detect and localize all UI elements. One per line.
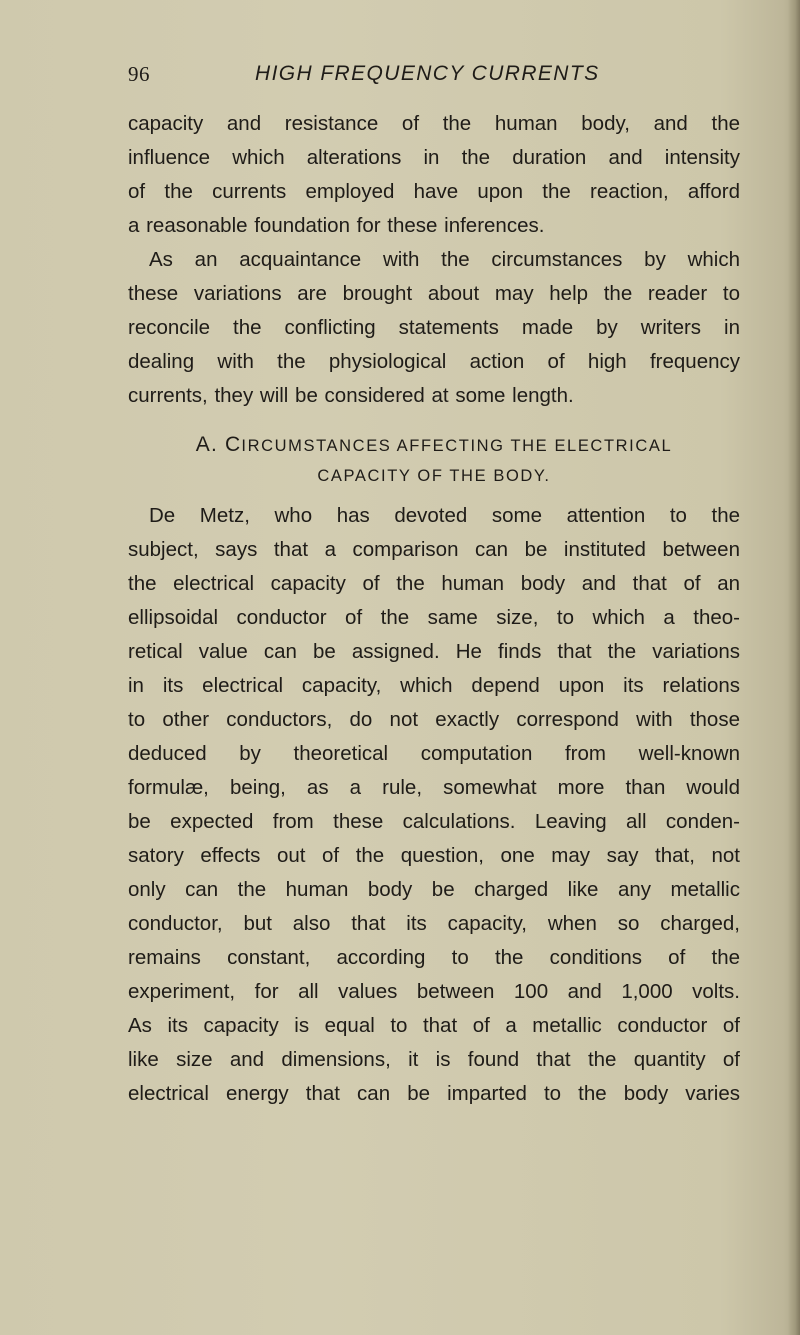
text-line: dealing with the physiological action of high frequency bbox=[128, 350, 740, 373]
text-line: experiment, for all values between 100 and 1,000 volts. bbox=[128, 980, 740, 1003]
section-heading bbox=[128, 429, 740, 491]
text-line: formulæ, being, as a rule, somewhat more than would bbox=[128, 776, 740, 799]
text-line: capacity and resistance of the human body, and the bbox=[128, 112, 740, 135]
text-line: currents, they will be considered at some length. bbox=[128, 384, 574, 407]
text-line: retical value can be assigned. He finds that the variations bbox=[128, 640, 740, 663]
text-line: remains constant, according to the conditions of the bbox=[128, 946, 740, 969]
text-line: satory effects out of the question, one may say that, not bbox=[128, 844, 740, 867]
running-head: HIGH FREQUENCY CURRENTS bbox=[255, 62, 600, 85]
page-header bbox=[128, 62, 738, 90]
text-line: deduced by theoretical computation from well-known bbox=[128, 742, 740, 765]
section-heading-letter: A. C bbox=[195, 433, 242, 456]
paragraph-3 bbox=[128, 499, 740, 1111]
text-line: these variations are brought about may help the reader to bbox=[128, 282, 740, 305]
text-line: like size and dimensions, it is found that the quantity of bbox=[128, 1048, 740, 1071]
text-line: a reasonable foundation for these inferences. bbox=[128, 214, 545, 237]
text-line: influence which alterations in the duration and intensity bbox=[128, 146, 740, 169]
text-line: the electrical capacity of the human body and that of an bbox=[128, 572, 740, 595]
section-heading-line-2: CAPACITY OF THE BODY. bbox=[317, 467, 551, 485]
text-line: to other conductors, do not exactly correspond with those bbox=[128, 708, 740, 731]
paragraph-2 bbox=[128, 243, 740, 413]
text-line: in its electrical capacity, which depend upon its relations bbox=[128, 674, 740, 697]
text-line: De Metz, who has devoted some attention to the bbox=[149, 504, 740, 527]
page-edge-shadow bbox=[788, 0, 800, 1335]
text-line: As its capacity is equal to that of a metallic conductor of bbox=[128, 1014, 740, 1037]
text-line: only can the human body be charged like any metallic bbox=[128, 878, 740, 901]
text-line: reconcile the conflicting statements made by writers in bbox=[128, 316, 740, 339]
text-line: electrical energy that can be imparted to the body varies bbox=[128, 1082, 740, 1105]
section-heading-text: IRCUMSTANCES AFFECTING THE ELECTRICAL bbox=[241, 437, 673, 455]
text-line: As an acquaintance with the circumstances by which bbox=[149, 248, 740, 271]
page-number: 96 bbox=[128, 62, 150, 86]
text-line: ellipsoidal conductor of the same size, to which a theo- bbox=[128, 606, 740, 629]
paragraph-1 bbox=[128, 107, 740, 243]
text-line: of the currents employed have upon the reaction, afford bbox=[128, 180, 740, 203]
text-line: conductor, but also that its capacity, when so charged, bbox=[128, 912, 740, 935]
body-text bbox=[128, 107, 740, 1111]
text-line: be expected from these calculations. Leaving all conden- bbox=[128, 810, 740, 833]
section-heading-line-1 bbox=[128, 429, 740, 461]
text-line: subject, says that a comparison can be instituted between bbox=[128, 538, 740, 561]
